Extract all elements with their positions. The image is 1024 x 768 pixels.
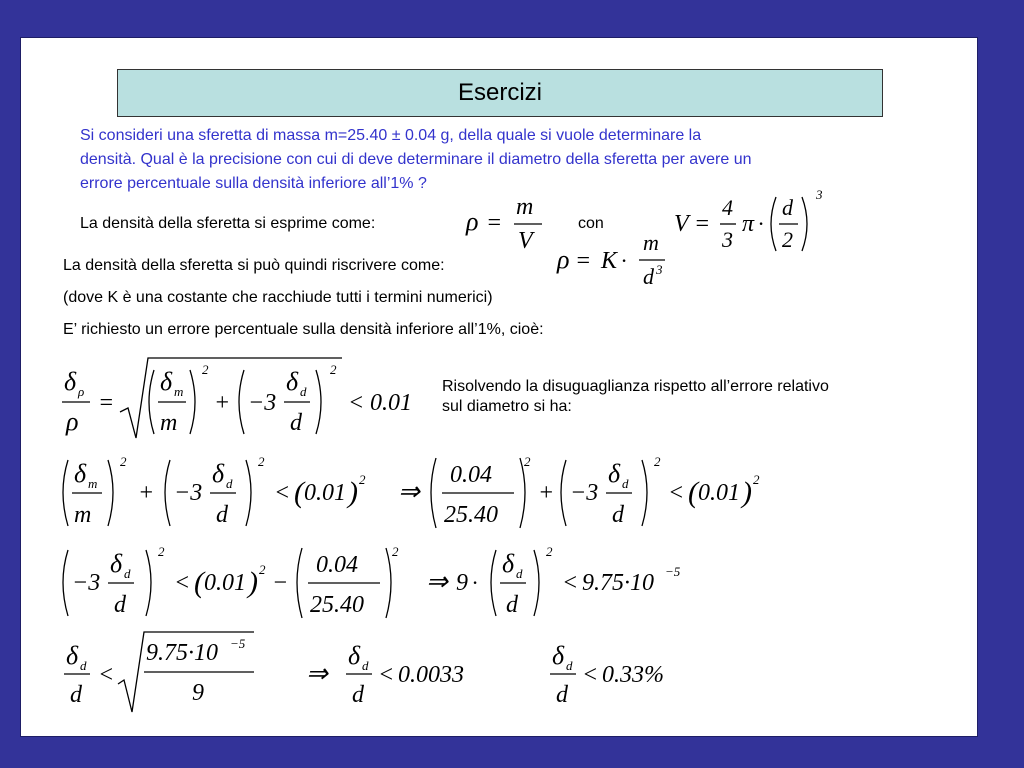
- svg-text:+: +: [138, 480, 155, 506]
- svg-text:ρ: ρ: [466, 207, 479, 236]
- result-percent: 0.33%: [602, 662, 664, 688]
- svg-text:V: V: [674, 211, 689, 237]
- svg-text:3: 3: [722, 227, 733, 252]
- svg-text:⇒: ⇒: [306, 659, 328, 688]
- svg-text:d: d: [643, 264, 654, 289]
- svg-text:d: d: [216, 502, 228, 528]
- svg-text:=: =: [486, 210, 503, 236]
- mass-error-value: 0.04: [316, 552, 358, 578]
- svg-text:δ: δ: [66, 641, 79, 670]
- svg-text:=: =: [575, 248, 592, 274]
- mass-error-value: 0.04: [450, 462, 492, 488]
- svg-text:d: d: [114, 592, 126, 618]
- mass-value: 25.40: [310, 592, 364, 618]
- svg-text:2: 2: [202, 362, 209, 377]
- svg-text:<: <: [274, 480, 291, 506]
- svg-text:2: 2: [753, 472, 760, 487]
- svg-text:<: <: [348, 390, 365, 416]
- svg-text:+: +: [214, 390, 231, 416]
- svg-text:3: 3: [816, 187, 823, 202]
- k-constant-note: (dove K è una costante che racchiude tutti i termini numerici): [63, 289, 493, 306]
- svg-text:−3: −3: [72, 570, 101, 596]
- svg-text:m: m: [160, 410, 178, 436]
- svg-text:δ: δ: [212, 459, 225, 488]
- inequality-row-3: [58, 628, 698, 718]
- solving-text-line-2: sul diametro si ha:: [442, 398, 572, 415]
- svg-text:): ): [348, 476, 358, 509]
- svg-text:d: d: [556, 682, 568, 708]
- density-expression-text: La densità della sferetta si esprime come:: [80, 215, 376, 232]
- svg-text:δ: δ: [110, 549, 123, 578]
- svg-text:(: (: [294, 476, 304, 509]
- svg-text:d: d: [782, 195, 793, 220]
- svg-text:K: K: [601, 248, 618, 274]
- svg-text:<: <: [378, 662, 395, 688]
- svg-text:2: 2: [359, 472, 366, 487]
- relative-error-inequality: [58, 352, 433, 442]
- svg-text:2: 2: [158, 544, 165, 559]
- svg-text:m: m: [88, 476, 98, 491]
- svg-text:<: <: [582, 662, 599, 688]
- svg-text:d: d: [566, 658, 573, 673]
- svg-text:π: π: [742, 211, 755, 237]
- svg-text:<: <: [668, 480, 685, 506]
- svg-text:−3: −3: [174, 480, 203, 506]
- svg-text:d: d: [622, 476, 629, 491]
- svg-text:<: <: [98, 662, 115, 688]
- svg-text:2: 2: [546, 544, 553, 559]
- threshold-value: 0.01: [698, 480, 740, 506]
- rhs-exponent: −5: [230, 636, 246, 651]
- svg-text:δ: δ: [286, 367, 299, 396]
- title-box: [117, 69, 883, 117]
- threshold-value: 0.01: [304, 480, 346, 506]
- svg-text:−: −: [272, 570, 289, 596]
- svg-text:d: d: [300, 384, 307, 399]
- svg-text:δ: δ: [64, 367, 77, 396]
- svg-text:d: d: [506, 592, 518, 618]
- svg-text:=: =: [694, 211, 711, 237]
- density-k-formula: [555, 228, 675, 294]
- svg-text:): ): [742, 476, 752, 509]
- svg-text:): ): [248, 566, 258, 599]
- svg-text:2: 2: [330, 362, 337, 377]
- svg-text:m: m: [516, 194, 534, 220]
- inequality-row-1: [58, 450, 778, 536]
- svg-text:m: m: [174, 384, 184, 399]
- svg-text:·: ·: [758, 211, 764, 236]
- problem-line-2: densità. Qual è la precisione con cui di deve determinare il diametro della sferetta per avere un: [80, 151, 752, 168]
- svg-text:d: d: [362, 658, 369, 673]
- svg-text:d: d: [70, 682, 82, 708]
- inequality-row-2: [58, 540, 718, 626]
- result-absolute: 0.0033: [398, 662, 464, 688]
- problem-line-3: errore percentuale sulla densità inferiore all’1% ?: [80, 175, 427, 192]
- denominator-nine: 9: [192, 680, 204, 706]
- svg-text:2: 2: [258, 454, 265, 469]
- svg-text:d: d: [516, 566, 523, 581]
- density-formula: [462, 192, 552, 258]
- svg-text:d: d: [612, 502, 624, 528]
- svg-text:⇒: ⇒: [426, 567, 448, 596]
- svg-text:+: +: [538, 480, 555, 506]
- rhs-exponent: −5: [665, 564, 681, 579]
- svg-text:−3: −3: [570, 480, 599, 506]
- svg-text:δ: δ: [502, 549, 515, 578]
- requirement-text: E’ richiesto un errore percentuale sulla densità inferiore all’1%, cioè:: [63, 321, 544, 338]
- svg-text:−3: −3: [248, 390, 277, 416]
- rhs-value: 9.75·10: [146, 640, 218, 666]
- svg-text:(: (: [194, 566, 204, 599]
- svg-text:ρ: ρ: [66, 407, 79, 436]
- threshold-value: 0.01: [204, 570, 246, 596]
- con-label: con: [578, 215, 604, 232]
- svg-text:2: 2: [524, 454, 531, 469]
- svg-text:d: d: [80, 658, 87, 673]
- svg-text:(: (: [688, 476, 698, 509]
- threshold-value: 0.01: [370, 390, 412, 416]
- svg-text:ρ: ρ: [78, 384, 85, 399]
- svg-text:3: 3: [656, 262, 663, 277]
- problem-line-1: Si consideri una sferetta di massa m=25.40 ± 0.04 g, della quale si vuole determinare la: [80, 127, 702, 144]
- svg-text:d: d: [124, 566, 131, 581]
- svg-text:m: m: [643, 230, 659, 255]
- svg-text:δ: δ: [160, 367, 173, 396]
- svg-text:<: <: [174, 570, 191, 596]
- svg-text:2: 2: [654, 454, 661, 469]
- svg-text:=: =: [98, 390, 115, 416]
- svg-text:2: 2: [392, 544, 399, 559]
- svg-text:4: 4: [722, 195, 733, 220]
- svg-text:d: d: [352, 682, 364, 708]
- svg-text:δ: δ: [608, 459, 621, 488]
- svg-text:9: 9: [456, 570, 468, 596]
- rewrite-text: La densità della sferetta si può quindi riscrivere come:: [63, 257, 445, 274]
- svg-text:V: V: [518, 228, 533, 254]
- svg-text:d: d: [226, 476, 233, 491]
- svg-text:d: d: [290, 410, 302, 436]
- svg-text:δ: δ: [552, 641, 565, 670]
- rhs-value: 9.75·10: [582, 570, 654, 596]
- svg-text:2: 2: [120, 454, 127, 469]
- svg-text:⇒: ⇒: [398, 477, 420, 506]
- svg-text:m: m: [74, 502, 92, 528]
- mass-value: 25.40: [444, 502, 498, 528]
- svg-text:·: ·: [472, 570, 478, 595]
- svg-text:δ: δ: [348, 641, 361, 670]
- svg-text:ρ: ρ: [557, 245, 570, 274]
- svg-text:·: ·: [621, 248, 627, 273]
- volume-formula: [670, 185, 830, 263]
- svg-text:2: 2: [259, 562, 266, 577]
- solving-text-line-1: Risolvendo la disuguaglianza rispetto all’errore relativo: [442, 378, 829, 395]
- svg-text:2: 2: [782, 227, 793, 252]
- svg-text:δ: δ: [74, 459, 87, 488]
- slide-title: Esercizi: [457, 79, 542, 106]
- svg-text:<: <: [562, 570, 579, 596]
